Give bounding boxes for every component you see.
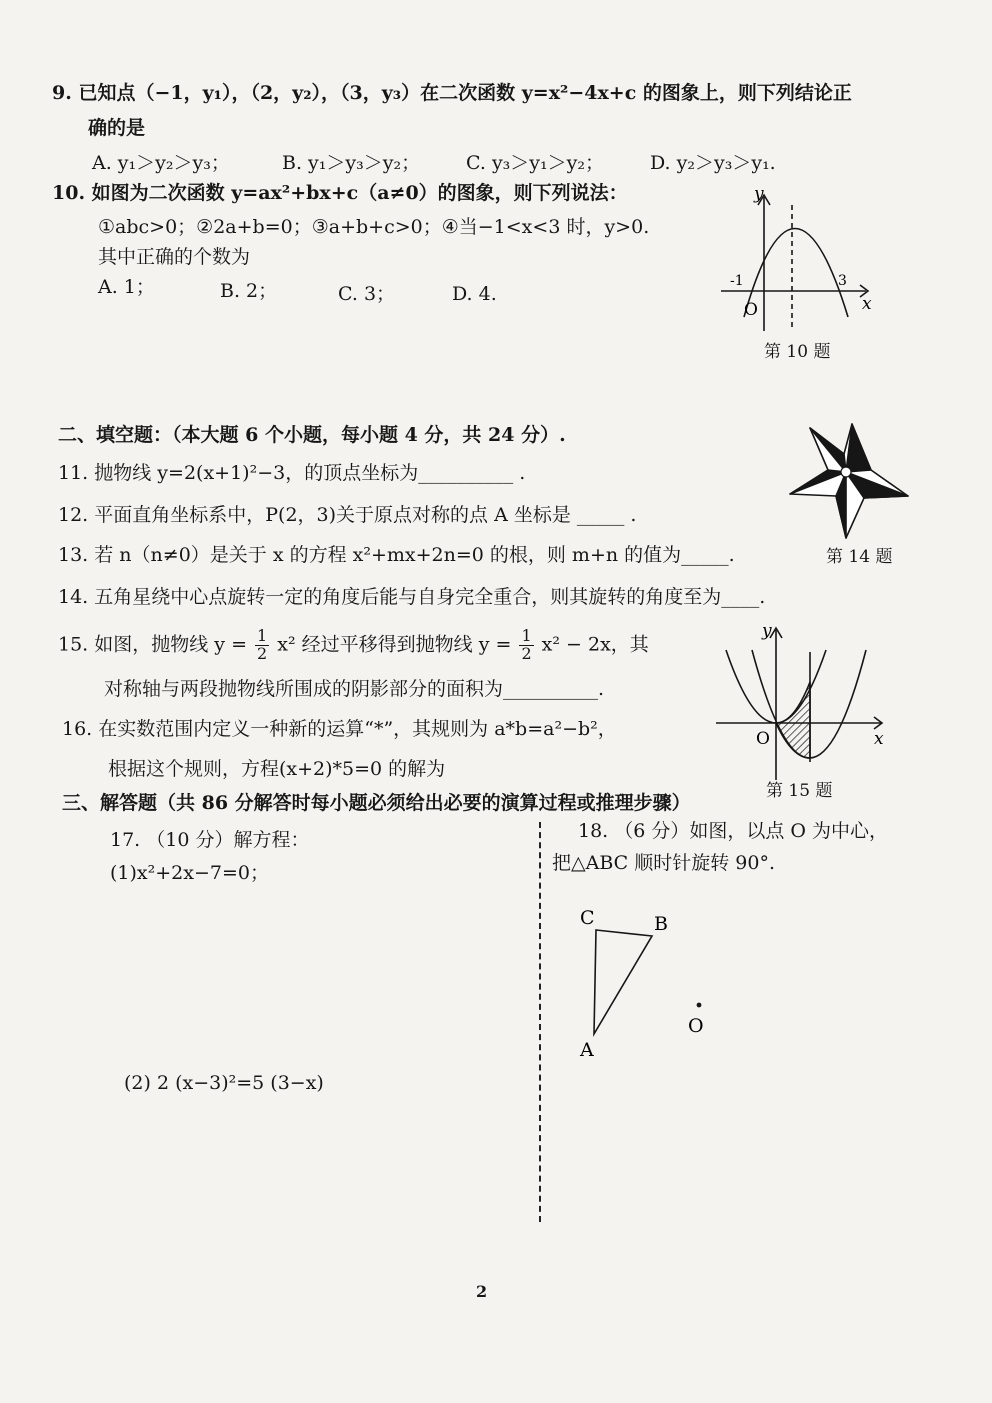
q15-line1 (58, 628, 649, 663)
q18-label-o: O (688, 1015, 704, 1037)
page-number: 2 (476, 1282, 488, 1301)
q16-line2: 根据这个规则，方程(x+2)*5=0 的解为 (108, 758, 446, 780)
q10-stem-line2: ①abc>0；②2a+b=0；③a+b+c>0；④当−1<x<3 时，y>0. (98, 216, 650, 238)
q9-stem-line2: 确的是 (88, 117, 146, 139)
q18-label-b: B (654, 913, 668, 935)
q10-right-root-label: 3 (838, 273, 847, 289)
q14-star-figure (786, 422, 916, 542)
q14-star-outline (790, 424, 908, 538)
q10-stem-line1: 10. 如图为二次函数 y=ax²+bx+c（a≠0）的图象，则下列说法： (52, 182, 628, 204)
q10-x-label: x (862, 294, 872, 314)
q15-fraction-1 (255, 628, 269, 663)
q9-option-d: D. y₂＞y₃＞y₁. (650, 152, 776, 174)
q18-triangle-figure (574, 902, 734, 1062)
q13: 13. 若 n（n≠0）是关于 x 的方程 x²+mx+2n=0 的根，则 m+n 的值为_____. (58, 544, 735, 566)
section3-header (62, 792, 691, 815)
q10-option-a: A. 1； (98, 276, 155, 298)
q17-part2: (2) 2 (x−3)²=5 (3−x) (124, 1072, 324, 1094)
q10-left-root-label: -1 (730, 273, 744, 289)
q15-fraction-2-numerator: 1 (521, 626, 532, 645)
q15-fraction-2-denominator: 2 (521, 643, 532, 663)
q10-stem-line3: 其中正确的个数为 (98, 246, 251, 268)
q17-part1: (1)x²+2x−7=0； (110, 862, 269, 884)
answer-column-divider (539, 822, 541, 1222)
q10-figure-caption: 第 10 题 (764, 342, 831, 362)
q10-option-d: D. 4. (452, 283, 497, 305)
q18-line1: 18. （6 分）如图，以点 O 为中心， (578, 820, 889, 842)
q15-text-b: x² 经过平移得到抛物线 y = (277, 633, 512, 656)
q10-option-b: B. 2； (220, 280, 278, 302)
q10-parabola-figure (716, 185, 886, 335)
q15-shaded-region (776, 682, 810, 758)
section3-header-text: 三、解答题（共 86 分解答时每小题必须给出必要的演算过程或推理步骤） (62, 792, 691, 814)
q18-label-c: C (580, 907, 595, 929)
q15-text-a: 15. 如图，抛物线 y = (58, 633, 247, 656)
q14: 14. 五角星绕中心点旋转一定的角度后能与自身完全重合，则其旋转的角度至为____. (58, 586, 766, 608)
q10-origin-label: O (744, 300, 758, 320)
q15-parabolas-figure (712, 622, 892, 782)
q9-option-a: A. y₁＞y₂＞y₃； (92, 152, 230, 174)
q9-option-c: C. y₃＞y₁＞y₂； (466, 152, 604, 174)
q10-option-c: C. 3； (338, 283, 396, 305)
q14-figure-caption: 第 14 题 (826, 547, 893, 567)
q18-line2: 把△ABC 顺时针旋转 90°. (552, 852, 775, 874)
q11: 11. 抛物线 y=2(x+1)²−3，的顶点坐标为__________ . (58, 462, 526, 484)
q15-fraction-1-numerator: 1 (257, 626, 268, 645)
q18-point-o (697, 1003, 702, 1008)
q17-title: 17. （10 分）解方程： (110, 829, 310, 851)
q15-figure-caption: 第 15 题 (766, 781, 833, 801)
q15-text-c: x² − 2x，其 (541, 633, 649, 656)
q10-parabola-curve (744, 229, 848, 318)
q14-star-center (841, 467, 851, 477)
q10-y-label: y (754, 184, 764, 204)
q12: 12. 平面直角坐标系中，P(2，3)关于原点对称的点 A 坐标是 _____ . (58, 504, 637, 526)
section2-header-text: 二、填空题：（本大题 6 个小题，每小题 4 分，共 24 分）. (58, 424, 566, 446)
q18-label-a: A (580, 1039, 594, 1061)
q15-origin-label: O (756, 729, 770, 749)
q9-stem-line1: 9. 已知点（−1，y₁），（2，y₂），（3，y₃）在二次函数 y=x²−4x+c 的图象上，则下列结论正 (52, 82, 852, 104)
q16-line1: 16. 在实数范围内定义一种新的运算“*”，其规则为 a*b=a²−b²， (62, 718, 617, 740)
q15-y-label: y (762, 621, 772, 641)
q18-triangle-abc (594, 930, 652, 1034)
q15-x-label: x (874, 729, 884, 749)
q15-fraction-2 (519, 628, 533, 663)
section2-header (58, 424, 566, 447)
q15-line2: 对称轴与两段抛物线所围成的阴影部分的面积为__________. (104, 678, 605, 700)
q9-option-b: B. y₁＞y₃＞y₂； (282, 152, 421, 174)
q15-fraction-1-denominator: 2 (257, 643, 268, 663)
